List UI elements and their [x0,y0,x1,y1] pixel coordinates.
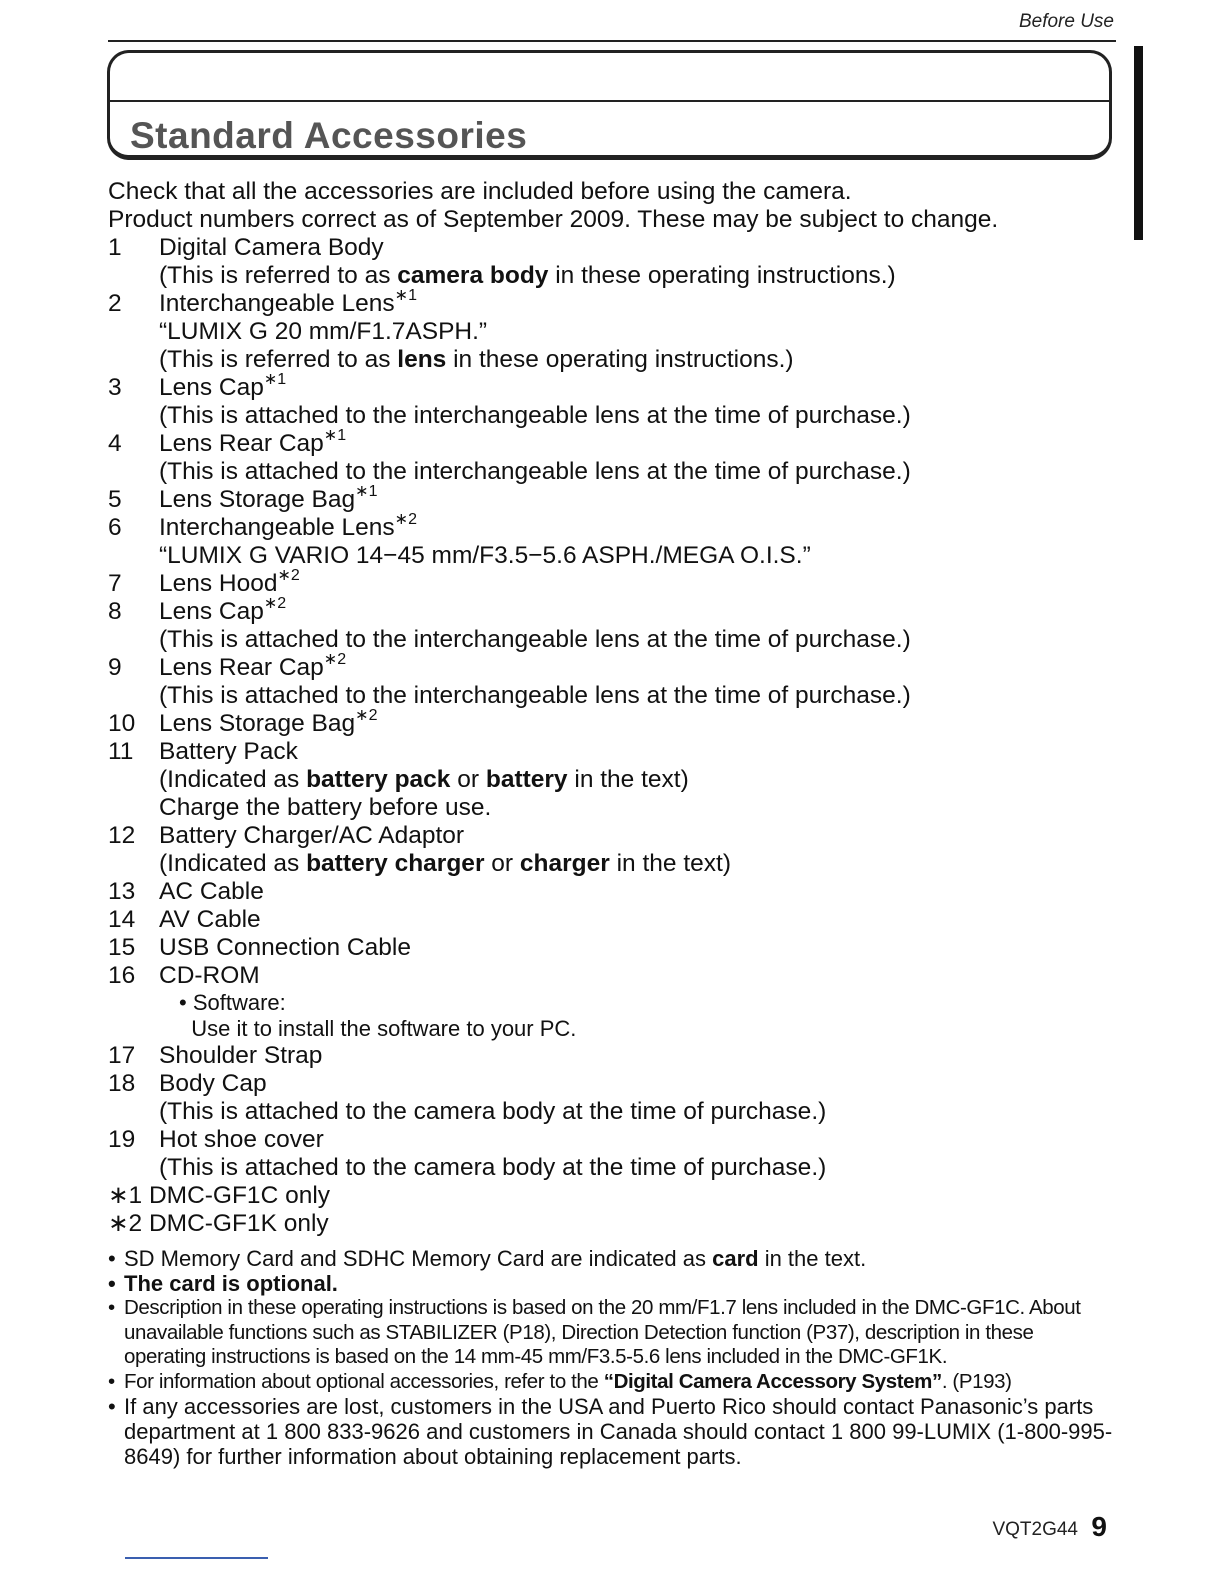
item-description: (This is attached to the interchangeable lens at the time of purchase.) [159,626,911,653]
section-label: Before Use [1018,11,1114,32]
item-number: 2 [108,290,122,317]
item-name: AC Cable [159,878,264,905]
item-description: (This is attached to the camera body at the time of purchase.) [159,1154,827,1181]
item-number: 9 [108,654,122,681]
list-item [108,511,1118,570]
item-number: 8 [108,598,122,625]
page-content [108,178,1118,1469]
side-tab-marker [1134,46,1143,240]
item-number: 16 [108,962,136,989]
item-description: (Indicated as battery pack or battery in the text) [159,766,689,793]
list-item [108,906,1118,934]
list-item [108,595,1118,654]
accessory-list [108,234,1118,1182]
item-number: 10 [108,710,136,737]
bottom-rule [125,1557,268,1559]
intro-line: Check that all the accessories are included before using the camera. [108,178,852,205]
item-name: Lens Rear Cap$^{∗2}$ [159,651,347,681]
document-code: VQT2G44 [992,1519,1078,1540]
list-item [108,234,1118,290]
header-rule [108,40,1116,42]
item-description: (This is attached to the interchangeable lens at the time of purchase.) [159,402,911,429]
item-number: 15 [108,934,136,961]
item-name: Lens Storage Bag$^{∗2}$ [159,707,378,737]
footnote: ∗2 DMC-GF1K only [108,1210,329,1237]
item-name: Lens Cap$^{∗1}$ [159,371,287,401]
list-item [108,371,1118,430]
notes-list [108,1246,1118,1469]
item-name: Body Cap [159,1070,267,1097]
note-item: • SD Memory Card and SDHC Memory Card are indicated as card in the text. [108,1246,1118,1271]
note-item: • Description in these operating instructions is based on the 20 mm/F1.7 lens included in the DMC-GF1C. About unavailable functions such as STABILIZER (P18), Direction Detection function (P37), description in these operating instructions is based on the 14 mm-45 mm/F3.5-5.6 lens included in the DMC-GF1K. [108,1296,1118,1370]
list-item [108,483,1118,514]
item-number: 17 [108,1042,136,1069]
title-box [107,50,1112,160]
item-name: Shoulder Strap [159,1042,323,1069]
list-item [108,707,1118,738]
item-description: (This is attached to the interchangeable lens at the time of purchase.) [159,682,911,709]
footnote-ref: ∗1 [355,483,378,500]
item-number: 13 [108,878,136,905]
list-item [108,567,1118,598]
footnote-ref: ∗2 [394,511,417,528]
list-item [108,878,1118,906]
item-number: 19 [108,1126,136,1153]
sub-bullet-text: Use it to install the software to your PC. [191,1016,577,1041]
item-description: (This is attached to the interchangeable lens at the time of purchase.) [159,458,911,485]
list-item [108,1042,1118,1070]
title-box-divider [110,100,1109,102]
item-number: 6 [108,514,122,541]
item-name: Digital Camera Body [159,234,384,261]
sub-bullet: • Software: [179,990,286,1015]
item-number: 18 [108,1070,136,1097]
item-number: 12 [108,822,136,849]
note-item: • The card is optional. [108,1271,1118,1296]
item-description: (This is referred to as lens in these operating instructions.) [159,346,794,373]
item-description: “LUMIX G VARIO 14−45 mm/F3.5−5.6 ASPH./MEGA O.I.S.” [159,542,811,569]
item-number: 7 [108,570,122,597]
footnote-ref: ∗2 [355,707,378,724]
footnote-ref: ∗2 [263,595,287,612]
item-name: USB Connection Cable [159,934,411,961]
page-number: 9 [1091,1511,1107,1542]
list-item [108,427,1118,486]
footnote-ref: ∗2 [277,567,300,584]
list-item [108,962,1118,1042]
item-name: CD-ROM [159,962,260,989]
item-number: 4 [108,430,122,457]
footnote-ref: ∗1 [323,427,347,444]
footnote-ref: ∗1 [263,371,287,388]
intro-line: Product numbers correct as of September 2009. These may be subject to change. [108,206,999,233]
list-item [108,738,1118,822]
item-name: AV Cable [159,906,261,933]
item-number: 1 [108,234,122,261]
item-name: Battery Charger/AC Adaptor [159,822,465,849]
footnote-ref: ∗1 [394,287,417,304]
list-item [108,287,1118,374]
page-title: Standard Accessories [130,115,528,156]
list-item [108,1070,1118,1126]
list-item [108,822,1118,878]
item-number: 14 [108,906,136,933]
note-item: • For information about optional accessories, refer to the “Digital Camera Accessory System”. (P193) [108,1370,1118,1395]
item-name: Lens Storage Bag$^{∗1}$ [159,483,378,513]
item-description: “LUMIX G 20 mm/F1.7ASPH.” [159,318,488,345]
footnote: ∗1 DMC-GF1C only [108,1182,331,1209]
item-number: 11 [108,738,134,765]
note-item: • If any accessories are lost, customers in the USA and Puerto Rico should contact Panasonic’s parts department at 1 800 833-9626 and customers in Canada should contact 1 800 99-LUMIX (1-800-995-8649) for further information about obtaining replacement parts. [108,1394,1118,1469]
item-description: (This is referred to as camera body in these operating instructions.) [159,262,896,289]
list-item [108,1126,1118,1182]
item-name: Lens Rear Cap$^{∗1}$ [159,427,347,457]
item-number: 3 [108,374,122,401]
item-number: 5 [108,486,122,513]
item-description: (Indicated as battery charger or charger in the text) [159,850,731,877]
item-name: Lens Hood$^{∗2}$ [159,567,300,597]
list-item [108,934,1118,962]
item-name: Battery Pack [159,738,298,765]
footnote-ref: ∗2 [323,651,347,668]
item-name: Lens Cap$^{∗2}$ [159,595,287,625]
item-name: Interchangeable Lens$^{∗2}$ [159,511,417,541]
item-name: Interchangeable Lens$^{∗1}$ [159,287,417,317]
item-description: (This is attached to the camera body at the time of purchase.) [159,1098,827,1125]
item-description: Charge the battery before use. [159,794,492,821]
item-name: Hot shoe cover [159,1126,324,1153]
list-item [108,651,1118,710]
